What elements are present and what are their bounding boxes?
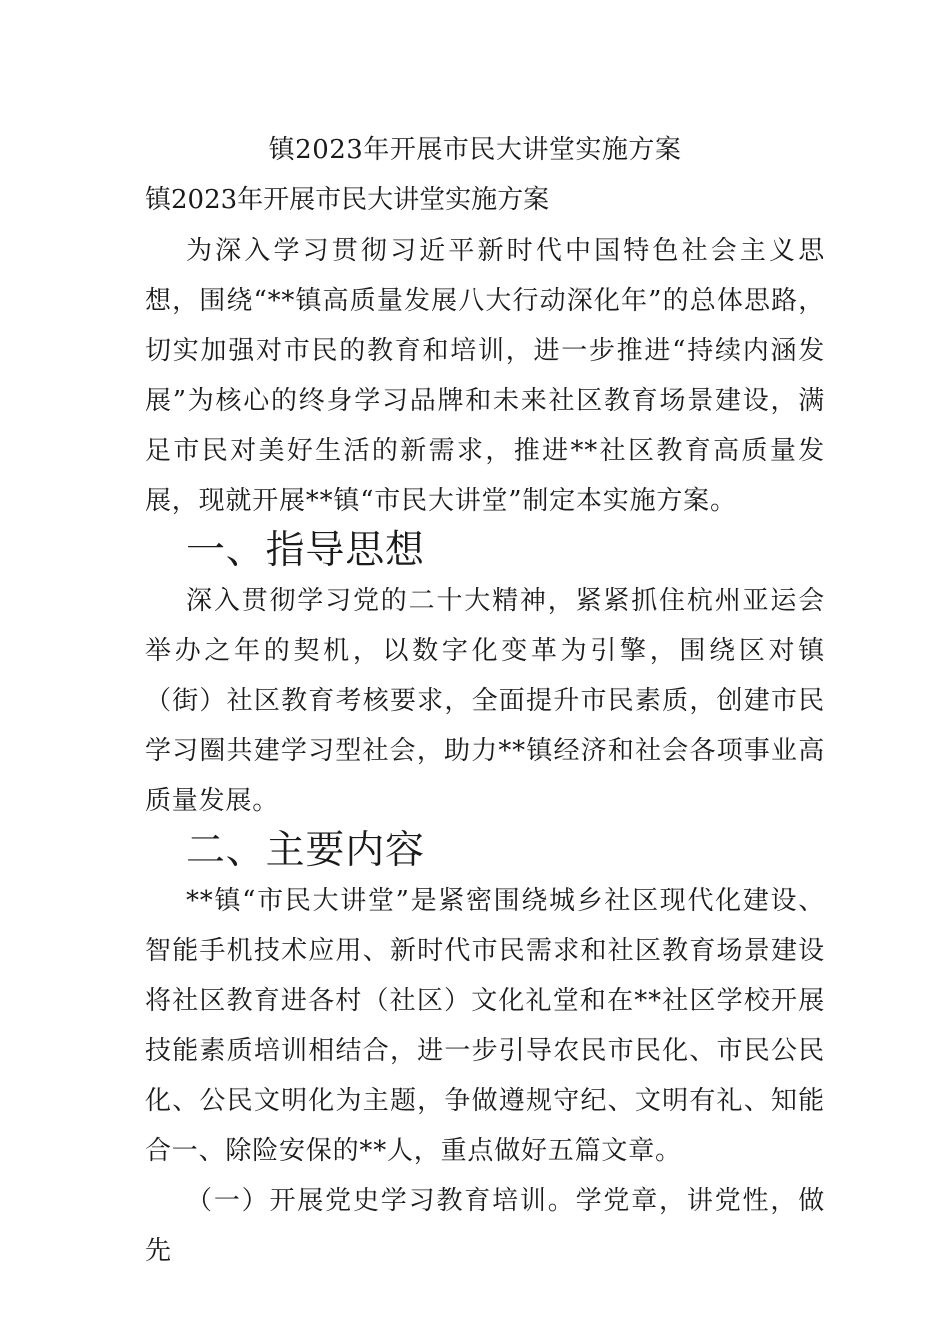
section-paragraph-main-content: **镇“市民大讲堂”是紧密围绕城乡社区现代化建设、智能手机技术应用、新时代市民需求和社区教育场景建设将社区教育进各村（社区）文化礼堂和在**社区学校开展技能素质培训相结合，进一步引导农民市民化、市民公民化、公民文明化为主题，争做遵规守纪、文明有礼、知能合一、除险安保的**人，重点做好五篇文章。 [145,886,825,1166]
section-paragraph-guiding-ideology: 深入贯彻学习党的二十大精神，紧紧抓住杭州亚运会举办之年的契机，以数字化变革为引擎，围绕区对镇（街）社区教育考核要求，全面提升市民素质，创建市民学习圈共建学习型社会，助力**镇经济和社会各项事业高质量发展。 [145,586,825,816]
document-subtitle: 镇2023年开展市民大讲堂实施方案 [145,185,550,215]
document-body [145,226,825,1276]
intro-paragraph: 为深入学习贯彻习近平新时代中国特色社会主义思想，围绕“**镇高质量发展八大行动深化年”的总体思路，切实加强对市民的教育和培训，进一步推进“持续内涵发展”为核心的终身学习品牌和未来社区教育场景建设，满足市民对美好生活的新需求，推进**社区教育高质量发展，现就开展**镇“市民大讲堂”制定本实施方案。 [145,236,825,516]
section-heading-guiding-ideology: 一、指导思想 [186,528,425,573]
section-heading-main-content: 二、主要内容 [186,828,425,873]
document-title: 镇2023年开展市民大讲堂实施方案 [268,135,682,165]
subsection-paragraph-party-history: （一）开展党史学习教育培训。学党章，讲党性，做先 [145,1186,825,1266]
